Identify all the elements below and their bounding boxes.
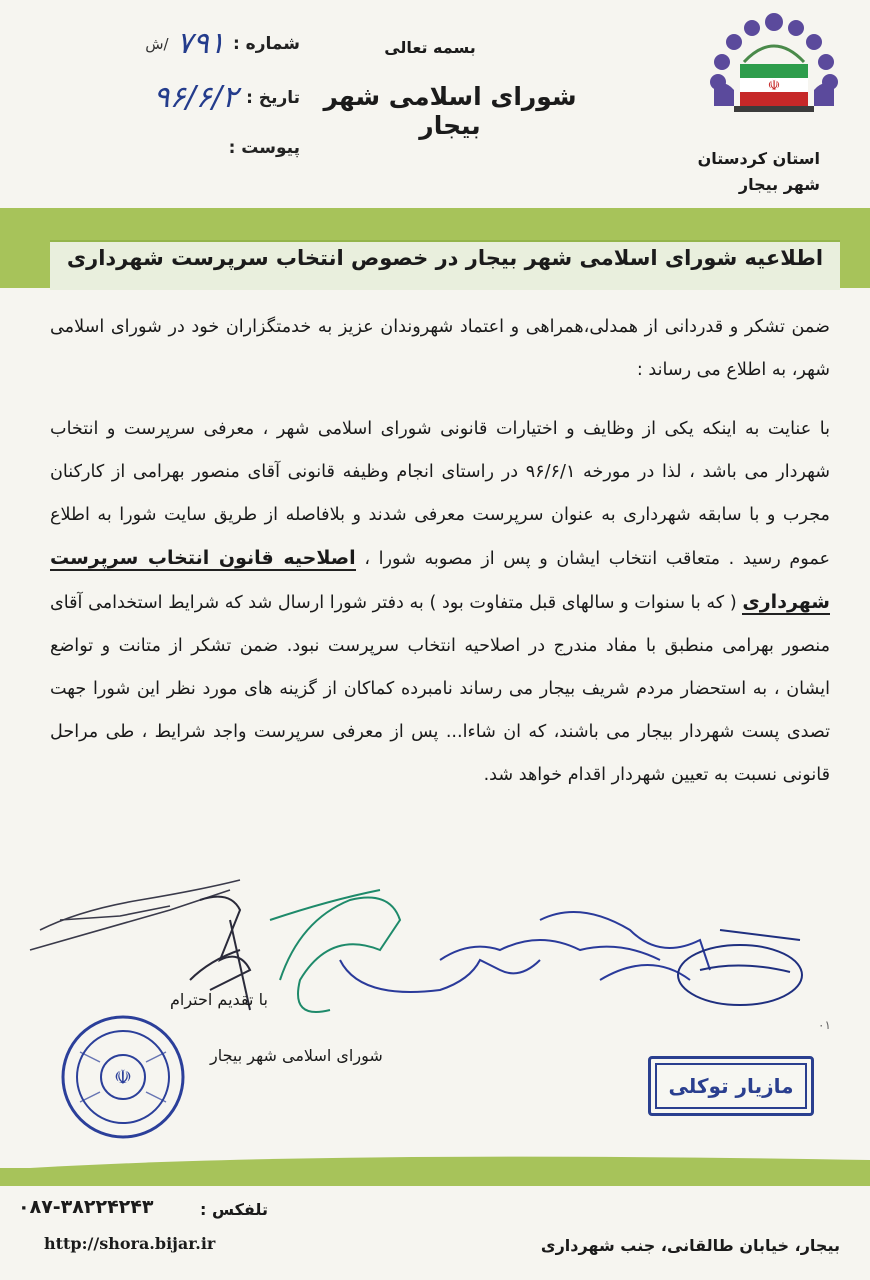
phone-label: تلفکس : [200,1200,268,1219]
closing-line-1: با تقدیم احترام [170,990,268,1009]
bismillah: بسمه تعالی [384,38,476,57]
attachment-label: پیوست : [228,138,300,158]
address: بیجار، خیابان طالقانی، جنب شهرداری [540,1236,840,1255]
announcement-title: اطلاعیه شورای اسلامی شهر بیجار در خصوص انتخاب سرپرست شهرداری [66,246,824,270]
number-suffix: /ش [145,34,169,53]
letter-meta [60,22,300,172]
date-row [153,80,300,115]
phone-number: ۰۸۷-۳۸۲۲۴۲۴۳ [18,1196,154,1218]
letter-body [50,306,830,813]
margin-mark: ٠١ [818,1018,831,1032]
number-value: ۷۹۱ [176,26,225,61]
council-seal-icon [58,1012,188,1142]
number-row [145,26,300,61]
svg-text:☫: ☫ [767,78,781,94]
closing-line-2: شورای اسلامی شهر بیجار [210,1046,383,1065]
body-paragraph-2 [50,408,830,797]
signature-4 [340,912,710,992]
signature-1 [30,880,240,950]
name-stamp-inner [655,1063,807,1109]
body-paragraph-2-end: ( که با سنوات و سالهای قبل متفاوت بود ) به دفتر شورا ارسال شد که شرایط استخدامی آقای منصور بهرامی منطبق با مفاد مندرج در اصلاحیه انتخاب سرپرست نبود. ضمن تشکر از متانت و تواضع ایشان ، به استحضار مردم شریف بیجار می رساند نامبرده کماکان از گزینه های مورد نظر این شورا جهت تصدی پست شهردار بیجار می باشند، که ان شاءا... پس از معرفی سرپرست واجد شرایط ، طی مراحل قانونی نسبت به تعیین شهردار اقدام خواهد شد. [50,593,830,785]
name-stamp-text: مازیار توکلی [668,1074,794,1098]
footer-curve [0,1130,870,1190]
body-paragraph-2-start: با عنایت به اینکه یکی از وظایف و اختیارات قانونی شورای اسلامی شهر ، معرفی سرپرست و انتخاب شهردار می باشد ، لذا در مورخه ۹۶/۶/۱ در راستای انجام وظیفه قانونی آقای منصور بهرامی از کارکنان مجرب و با سابقه شهرداری به عنوان سرپرست معرفی شدند و بلافاصله از طریق سایت شورا به اطلاع عموم رسید . متعاقب انتخاب ایشان و پس از مصوبه شورا ، [50,419,830,569]
date-label: تاریخ : [246,87,300,108]
name-stamp [648,1056,814,1116]
province-line-2: شهر بیجار [738,175,820,194]
province-block [698,146,820,198]
website-link[interactable]: http://shora.bijar.ir [44,1234,216,1253]
signature-3 [270,890,400,1012]
province-line-1: استان کردستان [697,149,820,168]
signatures-area [0,860,870,1030]
attachment-row [229,138,300,158]
council-emblem-icon [704,10,844,130]
bold-law-reference: اصلاحیه قانون انتخاب سرپرست شهرداری [50,547,830,613]
body-paragraph-1: ضمن تشکر و قدردانی از همدلی،همراهی و اعتماد شهروندان عزیز به خدمتگزاران خود در شورای اسلامی شهر، به اطلاع می رساند : [50,317,830,380]
date-value: ۹۶/۶/۲ [153,80,239,115]
svg-text:☫: ☫ [114,1065,132,1089]
number-label: شماره : [232,33,300,54]
council-title: شورای اسلامی شهر بیجار [323,82,577,140]
